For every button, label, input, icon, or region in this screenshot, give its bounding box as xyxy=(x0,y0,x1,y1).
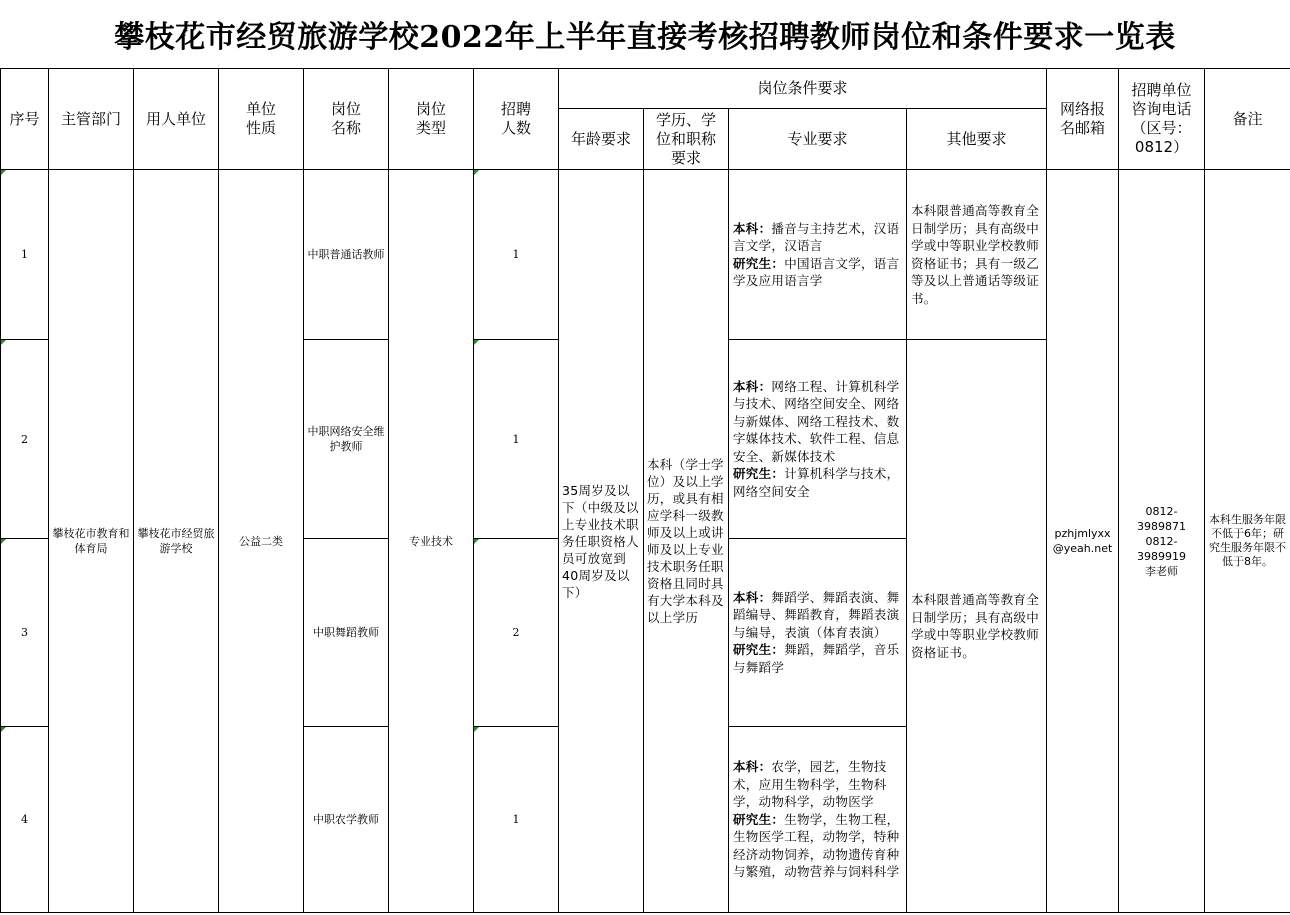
postgrad-label: 研究生： xyxy=(733,811,785,827)
cell-count: 1 xyxy=(474,727,559,913)
cell-post-name: 中职网络安全维护教师 xyxy=(304,340,389,539)
header-edu: 学历、学 位和职称 要求 xyxy=(644,109,729,170)
header-phone: 招聘单位 咨询电话 （区号： 0812） xyxy=(1119,69,1205,170)
cell-post-name: 中职舞蹈教师 xyxy=(304,539,389,727)
cell-seq: 3 xyxy=(1,539,49,727)
header-post-type: 岗位 类型 xyxy=(389,69,474,170)
postgrad-label: 研究生： xyxy=(733,466,785,482)
cell-other: 本科限普通高等教育全日制学历；具有高级中学或中等职业学校教师资格证书；具有一级乙等及以上普通话等级证书。 xyxy=(907,170,1047,340)
page-title: 攀枝花市经贸旅游学校2022年上半年直接考核招聘教师岗位和条件要求一览表 xyxy=(114,20,1176,55)
cell-count: 1 xyxy=(474,340,559,539)
table-row xyxy=(1,170,1290,340)
recruitment-table xyxy=(0,68,1290,913)
header-unit: 用人单位 xyxy=(134,69,219,170)
undergrad-majors: 网络工程、计算机科学与技术、网络空间安全、网络与新媒体、网络工程技术、数字媒体技术、软件工程、信息安全、新媒体技术 xyxy=(733,378,900,464)
postgrad-label: 研究生： xyxy=(733,642,785,658)
cell-dept: 攀枝花市教育和体育局 xyxy=(49,170,134,913)
postgrad-majors: 生物学，生物工程，生物医学工程，动物学，特种经济动物饲养，动物遗传育种与繁殖，动物营养与饲料科学 xyxy=(733,811,900,880)
undergrad-label: 本科： xyxy=(733,589,772,605)
phone-1: 0812-3989871 xyxy=(1137,504,1187,533)
phone-contact: 李老师 xyxy=(1145,564,1179,578)
cell-seq: 2 xyxy=(1,340,49,539)
undergrad-label: 本科： xyxy=(733,220,772,236)
cell-post-name: 中职农学教师 xyxy=(304,727,389,913)
header-other: 其他要求 xyxy=(907,109,1047,170)
header-conditions: 岗位条件要求 xyxy=(559,69,1047,109)
cell-seq: 4 xyxy=(1,727,49,913)
cell-count: 1 xyxy=(474,170,559,340)
header-seq: 序号 xyxy=(1,69,49,170)
undergrad-label: 本科： xyxy=(733,378,772,394)
header-post-name: 岗位 名称 xyxy=(304,69,389,170)
cell-edu: 本科（学士学位）及以上学历，或具有相应学科一级教师及以上或讲师及以上专业技术职务任职资格且同时具有大学本科及以上学历 xyxy=(644,170,729,913)
cell-major xyxy=(729,539,907,727)
header-dept: 主管部门 xyxy=(49,69,134,170)
cell-unit: 攀枝花市经贸旅游学校 xyxy=(134,170,219,913)
postgrad-majors: 舞蹈，舞蹈学，音乐与舞蹈学 xyxy=(733,642,900,675)
undergrad-label: 本科： xyxy=(733,759,772,775)
cell-count: 2 xyxy=(474,539,559,727)
header-major: 专业要求 xyxy=(729,109,907,170)
postgrad-majors: 计算机科学与技术，网络空间安全 xyxy=(733,466,900,499)
undergrad-majors: 农学，园艺，生物技术，应用生物科学，生物科学，动物科学，动物医学 xyxy=(733,759,887,810)
undergrad-majors: 播音与主持艺术，汉语言文学，汉语言 xyxy=(733,220,900,253)
cell-other-shared: 本科限普通高等教育全日制学历；具有高级中学或中等职业学校教师资格证书。 xyxy=(907,340,1047,913)
cell-unit-nature: 公益二类 xyxy=(219,170,304,913)
undergrad-majors: 舞蹈学、舞蹈表演、舞蹈编导、舞蹈教育，舞蹈表演与编导，表演（体育表演） xyxy=(733,589,900,640)
cell-phone xyxy=(1119,170,1205,913)
phone-2: 0812-3989919 xyxy=(1137,534,1187,563)
cell-remark: 本科生服务年限不低于6年；研究生服务年限不低于8年。 xyxy=(1205,170,1290,913)
cell-post-name: 中职普通话教师 xyxy=(304,170,389,340)
cell-post-type: 专业技术 xyxy=(389,170,474,913)
header-age: 年龄要求 xyxy=(559,109,644,170)
postgrad-label: 研究生： xyxy=(733,255,785,271)
header-email: 网络报 名邮箱 xyxy=(1047,69,1119,170)
header-remark: 备注 xyxy=(1205,69,1290,170)
cell-major xyxy=(729,727,907,913)
cell-major xyxy=(729,170,907,340)
cell-major xyxy=(729,340,907,539)
cell-age: 35周岁及以下（中级及以上专业技术职务任职资格人员可放宽到40周岁及以下） xyxy=(559,170,644,913)
header-count: 招聘 人数 xyxy=(474,69,559,170)
postgrad-majors: 中国语言文学，语言学及应用语言学 xyxy=(733,255,900,288)
cell-seq: 1 xyxy=(1,170,49,340)
cell-email: pzhjmlyxx@yeah.net xyxy=(1047,170,1119,913)
header-unit-nature: 单位 性质 xyxy=(219,69,304,170)
